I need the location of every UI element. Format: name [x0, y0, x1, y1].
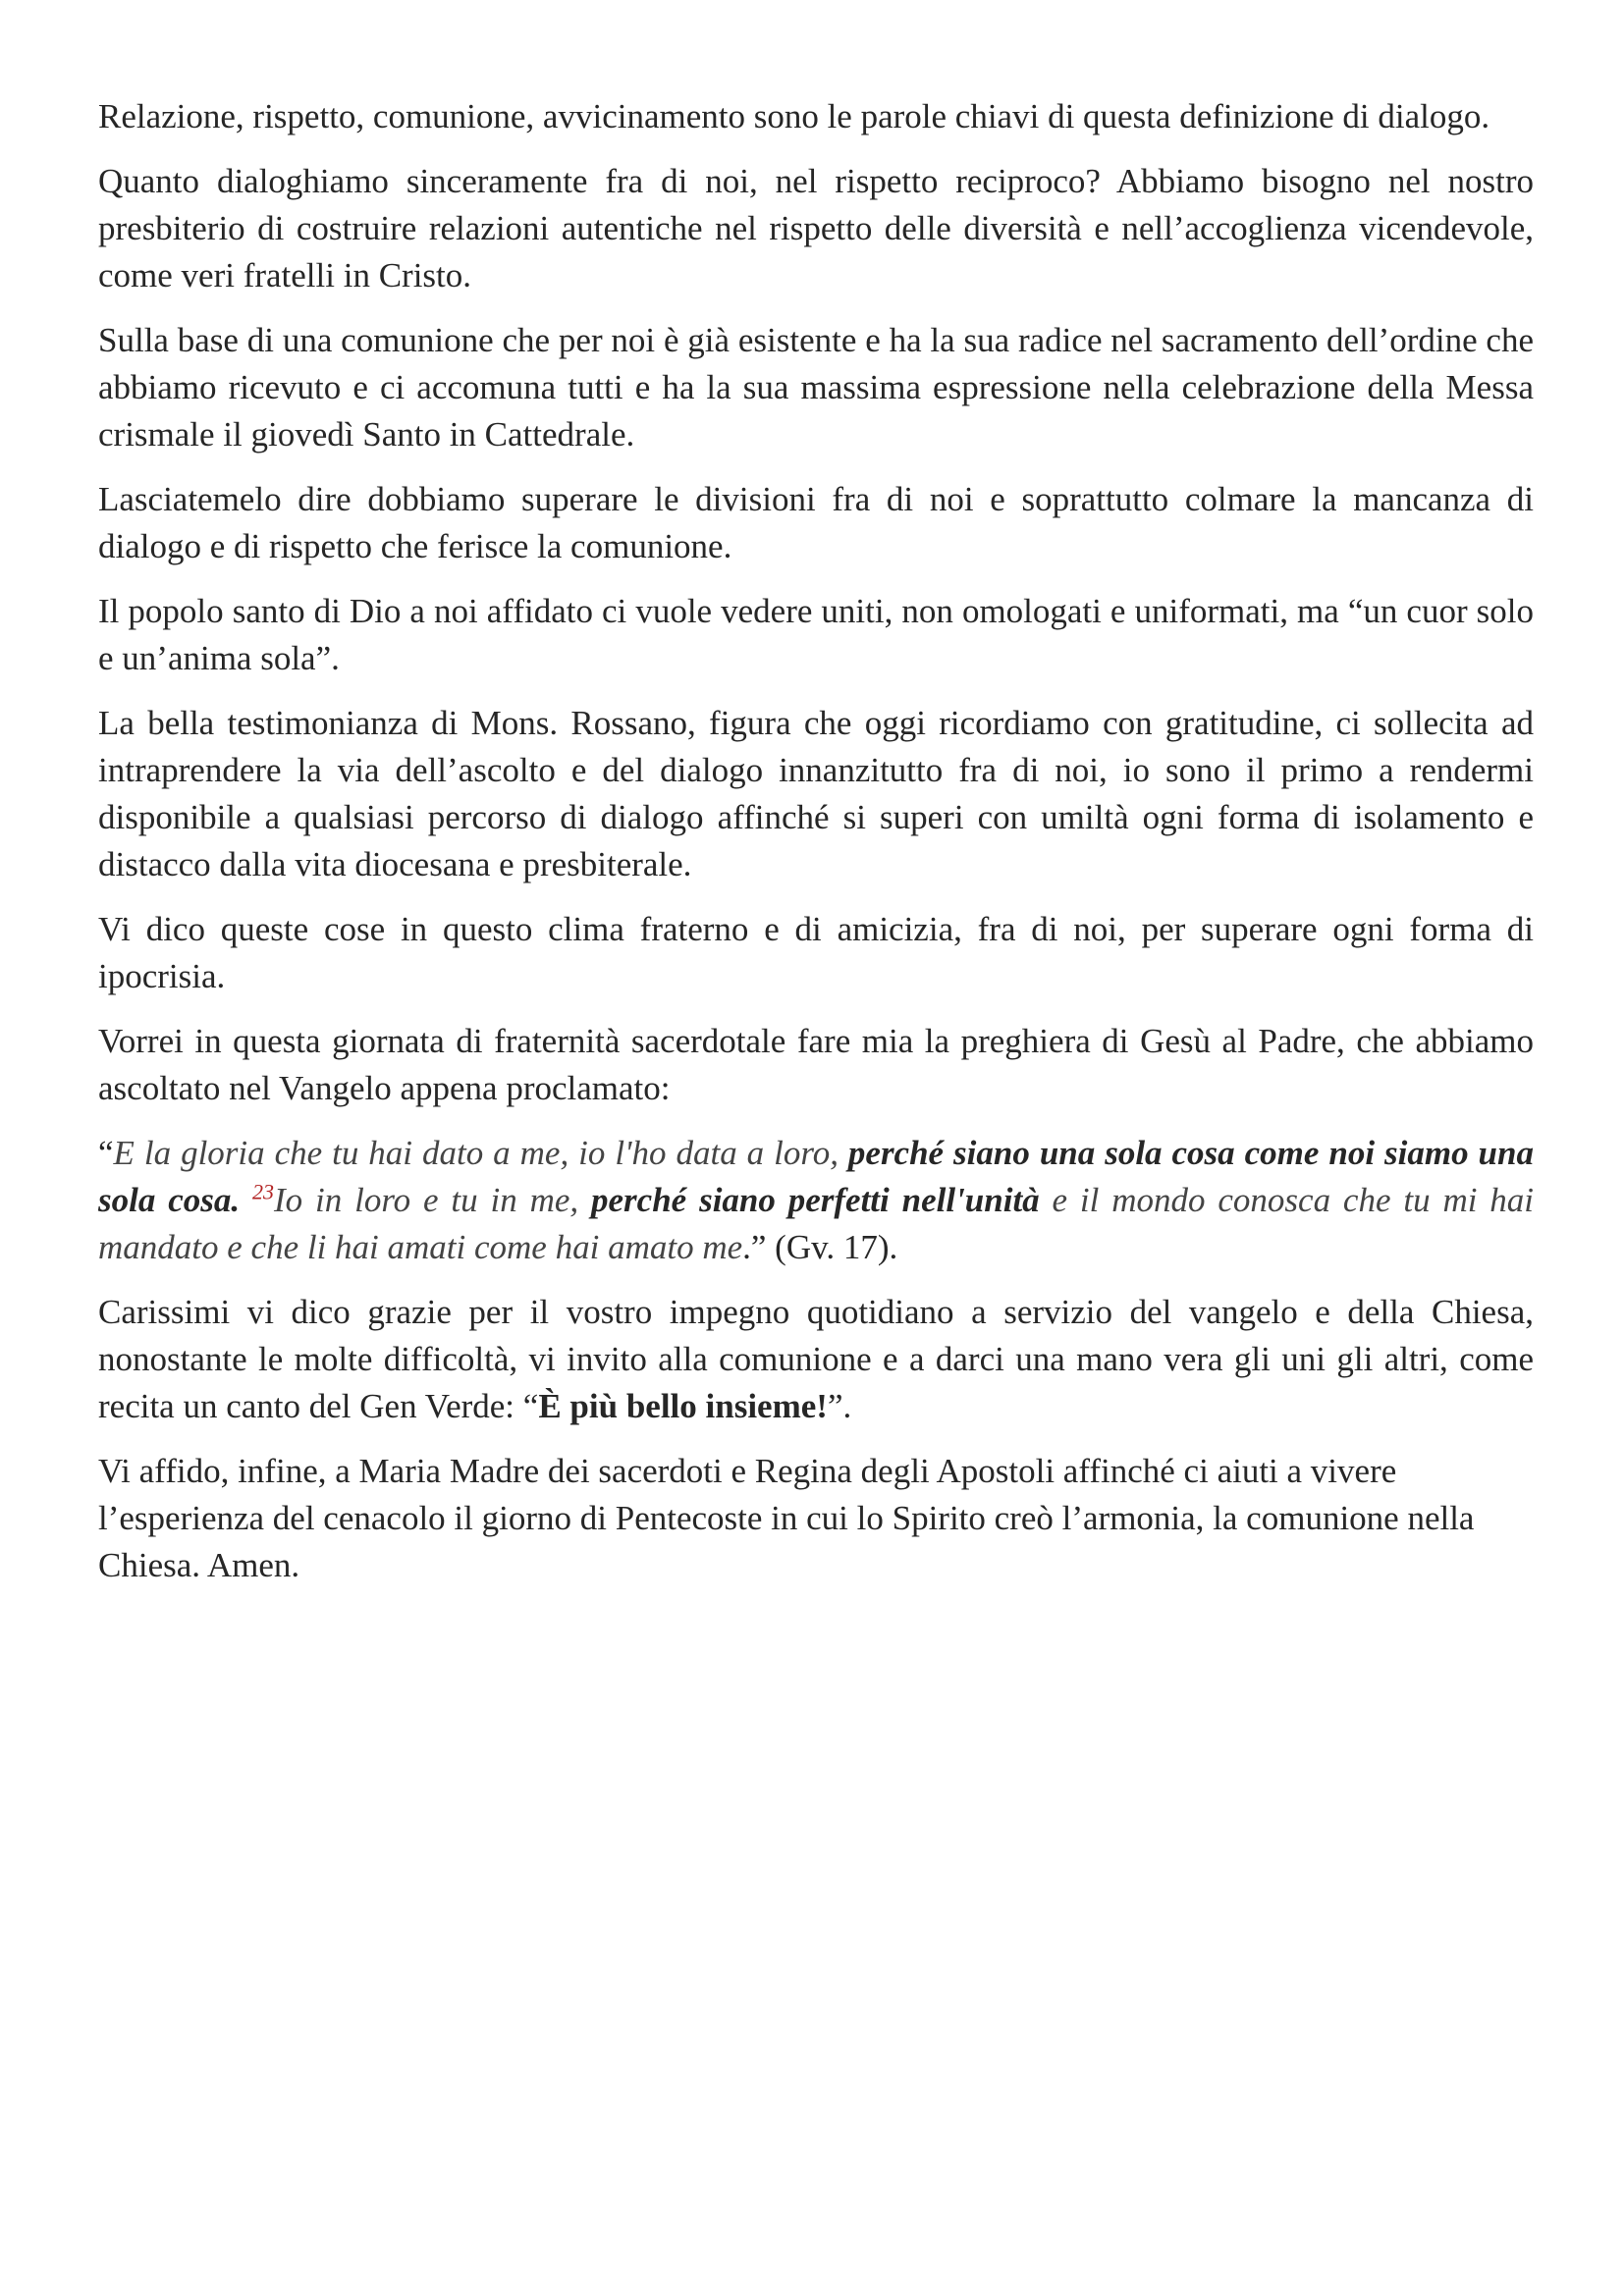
paragraph-ringraziamento [98, 1289, 1534, 1430]
quote-part-3: e il mondo conosca che tu mi hai mandato e che li hai amati come hai amato me [98, 1181, 1535, 1266]
paragraph-dialogo-definition: Relazione, rispetto, comunione, avvicinamento sono le parole chiavi di questa definizione di dialogo. [98, 97, 1490, 135]
closing-text: Carissimi vi dico grazie per il vostro impegno quotidiano a servizio del vangelo e della Chiesa, nonostante le molte difficoltà, vi invito alla comunione e a darci una mano vera gli uni gli altri, come recita un canto del Gen Verde: “ [98, 1293, 1534, 1425]
paragraph-comunione-base: Sulla base di una comunione che per noi è già esistente e ha la sua radice nel sacramento dell’ordine che abbiamo ricevuto e ci accomuna tutti e ha la sua massima espressione nella celebrazione della Messa crismale il giovedì Santo in Cattedrale. [98, 321, 1534, 454]
paragraph-popolo-santo: Il popolo santo di Dio a noi affidato ci vuole vedere uniti, non omologati e uniformati, ma “un cuor solo e un’anima sola”. [98, 592, 1534, 677]
paragraph-preghiera-intro: Vorrei in questa giornata di fraternità sacerdotale fare mia la preghiera di Gesù al Padre, che abbiamo ascoltato nel Vangelo appena proclamato: [98, 1022, 1534, 1107]
quote-citation: .” (Gv. 17). [742, 1228, 898, 1266]
paragraph-superare-divisioni: Lasciatemelo dire dobbiamo superare le divisioni fra di noi e soprattutto colmare la mancanza di dialogo e di rispetto che ferisce la comunione. [98, 480, 1534, 565]
verse-number: 23 [252, 1179, 274, 1204]
quote-bold-1: perché siano una sola cosa come noi siamo una sola cosa. [98, 1134, 1534, 1219]
quote-part-1: E la gloria che tu hai dato a me, io l'ho data a loro, [113, 1134, 848, 1172]
document-page [98, 93, 1534, 1607]
quote-space [240, 1181, 252, 1219]
paragraph-mons-rossano: La bella testimonianza di Mons. Rossano, figura che oggi ricordiamo con gratitudine, ci sollecita ad intraprendere la via dell’ascolto e del dialogo innanzitutto fra di noi, io sono il primo a rendermi disponibile a qualsiasi percorso di dialogo affinché si superi con umiltà ogni forma di isolamento e distacco dalla vita diocesana e presbiterale. [98, 704, 1534, 883]
quote-bold-2: perché siano perfetti nell'unità [591, 1181, 1040, 1219]
quote-open-mark: “ [98, 1134, 114, 1172]
closing-song-title: È più bello insieme! [538, 1387, 828, 1425]
paragraph-dialogo-sincero: Quanto dialoghiamo sinceramente fra di noi, nel rispetto reciproco? Abbiamo bisogno nel nostro presbiterio di costruire relazioni autentiche nel rispetto delle diversità e nell’accoglienza vicendevole, come veri fratelli in Cristo. [98, 162, 1534, 294]
paragraph-affidamento: Vi affido, infine, a Maria Madre dei sacerdoti e Regina degli Apostoli affinché ci aiuti a vivere l’esperienza del cenacolo il giorno di Pentecoste in cui lo Spirito creò l’armonia, la comunione nella Chiesa. Amen. [98, 1452, 1475, 1584]
gospel-quote [98, 1130, 1534, 1271]
paragraph-clima-fraterno: Vi dico queste cose in questo clima fraterno e di amicizia, fra di noi, per superare ogni forma di ipocrisia. [98, 910, 1534, 995]
closing-end: ”. [827, 1387, 852, 1425]
quote-part-2: Io in loro e tu in me, [274, 1181, 592, 1219]
